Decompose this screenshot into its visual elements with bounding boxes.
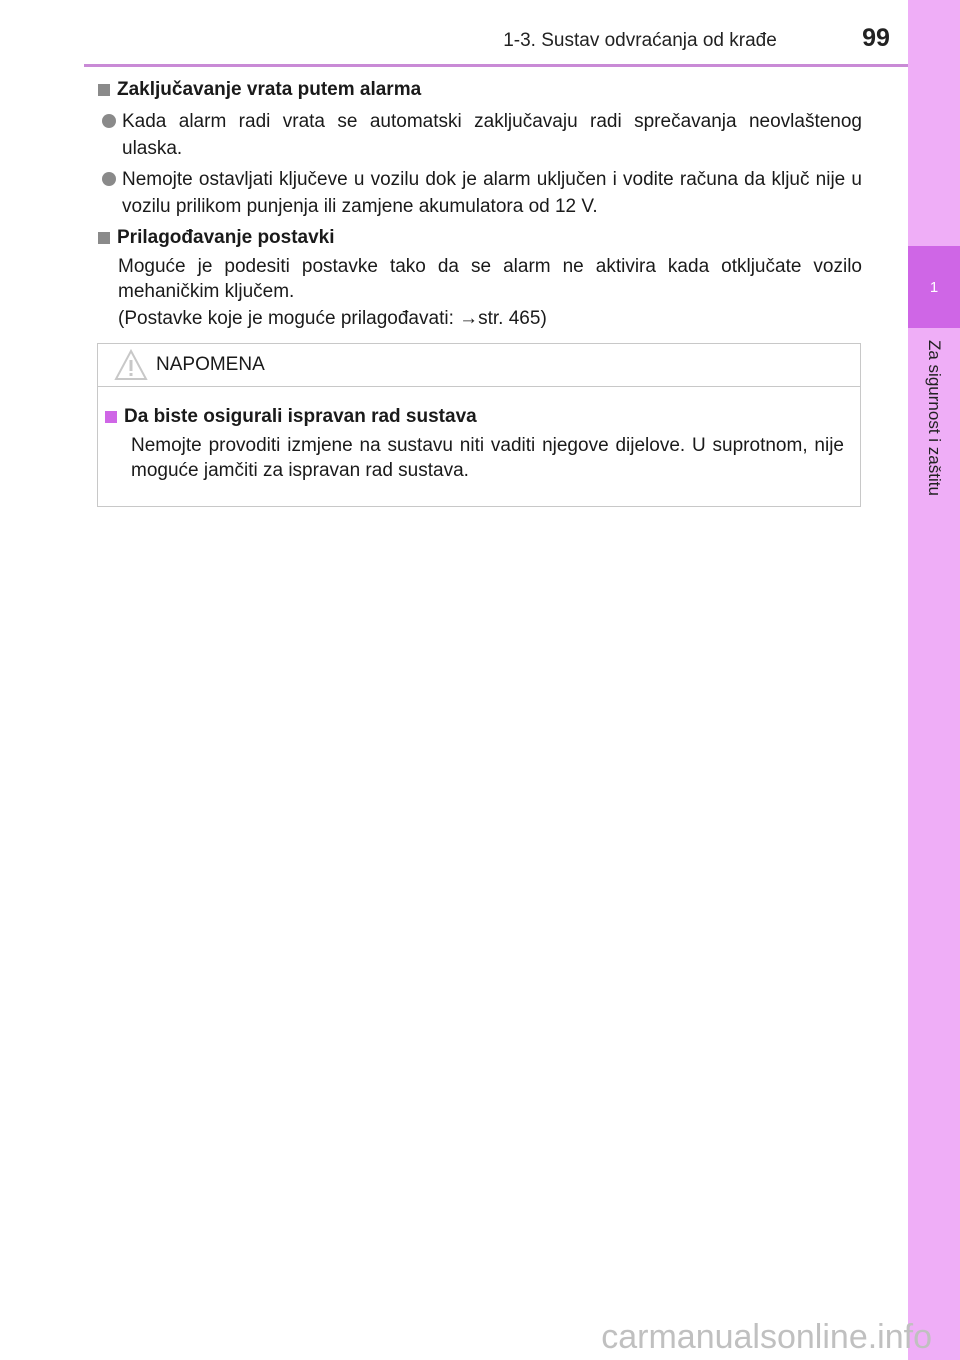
- list-item-text: Kada alarm radi vrata se automatski zaključavaju radi sprečavanja neovlaštenog ulaska.: [122, 111, 862, 159]
- chapter-number-tab: 1: [908, 246, 960, 328]
- circle-bullet-icon: [102, 114, 116, 128]
- note-heading: [105, 403, 844, 431]
- note-body: [98, 387, 860, 483]
- list-item: [98, 166, 862, 220]
- warning-triangle-icon: [114, 349, 148, 381]
- header-rule: [84, 64, 908, 67]
- note-text: Nemojte provoditi izmjene na sustavu niti vaditi njegove dijelove. U suprotnom, nije moguće jamčiti za ispravan rad sustava.: [131, 435, 844, 481]
- page-number: 99: [862, 24, 890, 52]
- circle-bullet-icon: [102, 172, 116, 186]
- section-body: Moguće je podesiti postavke tako da se alarm ne aktivira kada otključate vozilo mehaničkim ključem.: [118, 256, 862, 302]
- section-heading-text: Prilagođavanje postavki: [117, 227, 335, 248]
- chapter-label: Za sigurnost i zaštitu: [925, 340, 944, 496]
- note-box: [97, 343, 861, 507]
- section-heading: [98, 224, 862, 252]
- square-bullet-icon: [98, 232, 110, 244]
- note-header: [98, 344, 860, 387]
- watermark: carmanualsonline.info: [601, 1318, 932, 1356]
- main-content: [98, 76, 862, 331]
- section-heading: [98, 76, 862, 104]
- section-body-reference: (Postavke koje je moguće prilagođavati: →str. 465): [118, 308, 547, 329]
- section-heading-text: Zaključavanje vrata putem alarma: [117, 79, 422, 100]
- square-bullet-icon: [105, 411, 117, 423]
- chapter-side-tab: [908, 0, 960, 1360]
- running-header-title: 1-3. Sustav odvraćanja od krađe: [503, 30, 777, 51]
- square-bullet-icon: [98, 84, 110, 96]
- list-item-text: Nemojte ostavljati ključeve u vozilu dok je alarm uključen i vodite računa da ključ nije u vozilu prilikom punjenja ili zamjene akumulatora od 12 V.: [122, 169, 862, 217]
- note-title: NAPOMENA: [156, 354, 265, 375]
- list-item: [98, 108, 862, 162]
- note-heading-text: Da biste osigurali ispravan rad sustava: [124, 406, 477, 427]
